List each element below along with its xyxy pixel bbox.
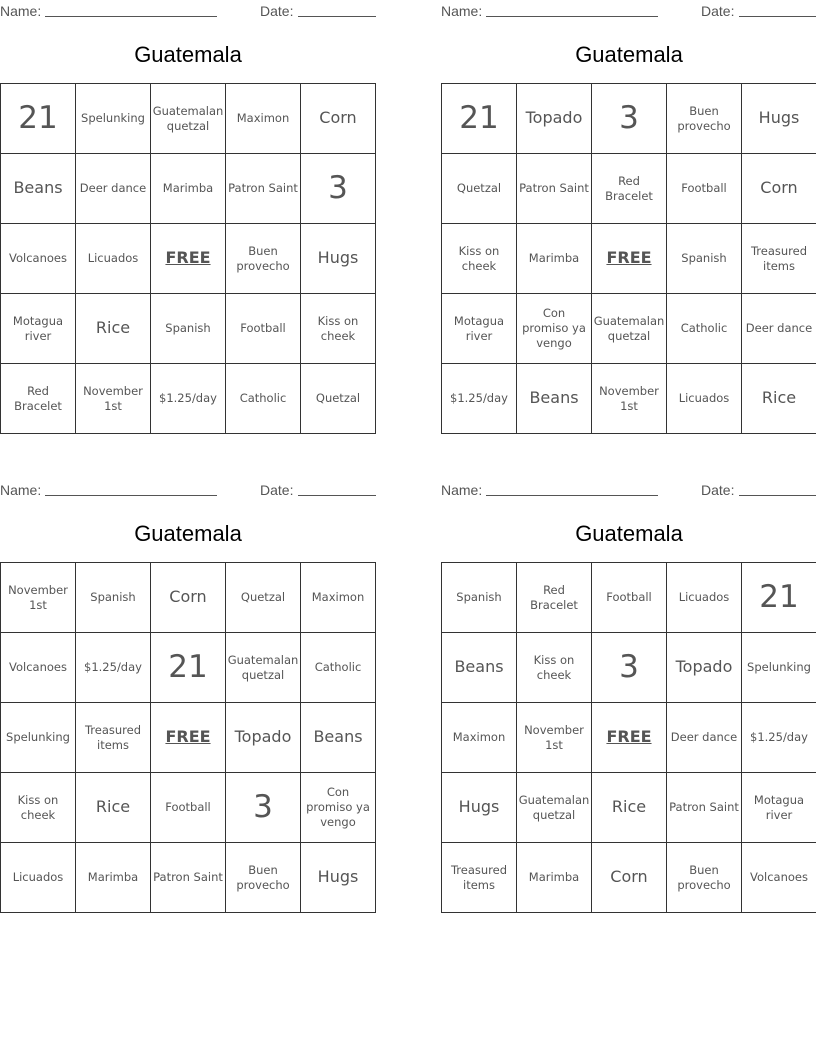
bingo-cell-topado: Topado bbox=[667, 633, 742, 703]
date-label: Date: bbox=[260, 482, 294, 498]
bingo-cell-football: Football bbox=[151, 773, 226, 843]
bingo-cell-3: 3 bbox=[226, 773, 301, 843]
bingo-cell-patron-saint: Patron Saint bbox=[517, 154, 592, 224]
date-line bbox=[298, 16, 376, 17]
bingo-cell-spanish: Spanish bbox=[76, 563, 151, 633]
bingo-grid bbox=[0, 83, 376, 434]
card-title: Guatemala bbox=[134, 521, 242, 546]
bingo-cell-3: 3 bbox=[592, 633, 667, 703]
bingo-cell-hugs: Hugs bbox=[301, 843, 376, 913]
bingo-cell-beans: Beans bbox=[301, 703, 376, 773]
bingo-cell-1-25-day: $1.25/day bbox=[442, 364, 517, 434]
bingo-cell-corn: Corn bbox=[742, 154, 816, 224]
bingo-cell-rice: Rice bbox=[592, 773, 667, 843]
name-line bbox=[486, 495, 658, 496]
bingo-cell-21: 21 bbox=[442, 84, 517, 154]
bingo-cell-beans: Beans bbox=[517, 364, 592, 434]
bingo-cell-topado: Topado bbox=[517, 84, 592, 154]
bingo-cell-catholic: Catholic bbox=[226, 364, 301, 434]
bingo-cell-maximon: Maximon bbox=[226, 84, 301, 154]
bingo-cell-licuados: Licuados bbox=[667, 364, 742, 434]
bingo-cell-con-promiso-ya-vengo: Con promiso ya vengo bbox=[301, 773, 376, 843]
bingo-card bbox=[0, 0, 376, 440]
bingo-cell-treasured-items: Treasured items bbox=[76, 703, 151, 773]
bingo-cell-con-promiso-ya-vengo: Con promiso ya vengo bbox=[517, 294, 592, 364]
name-line bbox=[45, 495, 217, 496]
card-title: Guatemala bbox=[575, 42, 683, 67]
bingo-card bbox=[441, 0, 816, 440]
name-label: Name: bbox=[441, 3, 483, 19]
name-line bbox=[45, 16, 217, 17]
bingo-cell-spelunking: Spelunking bbox=[742, 633, 816, 703]
bingo-cell-kiss-on-cheek: Kiss on cheek bbox=[1, 773, 76, 843]
bingo-cell-quetzal: Quetzal bbox=[442, 154, 517, 224]
bingo-cell-motagua-river: Motagua river bbox=[1, 294, 76, 364]
bingo-cell-beans: Beans bbox=[442, 633, 517, 703]
bingo-cell-licuados: Licuados bbox=[1, 843, 76, 913]
bingo-cell-guatemalan-quetzal: Guatemalan quetzal bbox=[592, 294, 667, 364]
bingo-cell-november-1st: November 1st bbox=[76, 364, 151, 434]
bingo-cell-treasured-items: Treasured items bbox=[742, 224, 816, 294]
date-label: Date: bbox=[701, 482, 735, 498]
bingo-cell-catholic: Catholic bbox=[301, 633, 376, 703]
bingo-cell-21: 21 bbox=[742, 563, 816, 633]
bingo-cell-spanish: Spanish bbox=[442, 563, 517, 633]
name-line bbox=[486, 16, 658, 17]
bingo-cell-patron-saint: Patron Saint bbox=[667, 773, 742, 843]
free-space: FREE bbox=[151, 224, 226, 294]
bingo-cell-quetzal: Quetzal bbox=[301, 364, 376, 434]
bingo-cell-red-bracelet: Red Bracelet bbox=[1, 364, 76, 434]
bingo-cell-topado: Topado bbox=[226, 703, 301, 773]
bingo-cell-patron-saint: Patron Saint bbox=[151, 843, 226, 913]
bingo-cell-volcanoes: Volcanoes bbox=[1, 224, 76, 294]
bingo-cell-red-bracelet: Red Bracelet bbox=[592, 154, 667, 224]
bingo-cell-licuados: Licuados bbox=[667, 563, 742, 633]
name-label: Name: bbox=[0, 482, 42, 498]
bingo-cell-catholic: Catholic bbox=[667, 294, 742, 364]
bingo-cell-buen-provecho: Buen provecho bbox=[667, 843, 742, 913]
bingo-cell-hugs: Hugs bbox=[301, 224, 376, 294]
bingo-cell-kiss-on-cheek: Kiss on cheek bbox=[301, 294, 376, 364]
bingo-cell-football: Football bbox=[667, 154, 742, 224]
free-space: FREE bbox=[592, 224, 667, 294]
bingo-grid bbox=[0, 562, 376, 913]
bingo-cell-motagua-river: Motagua river bbox=[442, 294, 517, 364]
name-label: Name: bbox=[0, 3, 42, 19]
bingo-cell-1-25-day: $1.25/day bbox=[742, 703, 816, 773]
bingo-cell-guatemalan-quetzal: Guatemalan quetzal bbox=[226, 633, 301, 703]
date-line bbox=[739, 495, 816, 496]
bingo-cell-buen-provecho: Buen provecho bbox=[226, 224, 301, 294]
bingo-cell-spanish: Spanish bbox=[667, 224, 742, 294]
bingo-cell-volcanoes: Volcanoes bbox=[1, 633, 76, 703]
card-title: Guatemala bbox=[134, 42, 242, 67]
bingo-cell-november-1st: November 1st bbox=[517, 703, 592, 773]
name-label: Name: bbox=[441, 482, 483, 498]
bingo-cell-buen-provecho: Buen provecho bbox=[226, 843, 301, 913]
bingo-cell-hugs: Hugs bbox=[442, 773, 517, 843]
date-label: Date: bbox=[260, 3, 294, 19]
bingo-cell-red-bracelet: Red Bracelet bbox=[517, 563, 592, 633]
bingo-cell-quetzal: Quetzal bbox=[226, 563, 301, 633]
bingo-cell-licuados: Licuados bbox=[76, 224, 151, 294]
date-label: Date: bbox=[701, 3, 735, 19]
bingo-cell-football: Football bbox=[592, 563, 667, 633]
bingo-grid bbox=[441, 83, 816, 434]
free-space: FREE bbox=[592, 703, 667, 773]
bingo-cell-rice: Rice bbox=[742, 364, 816, 434]
bingo-cell-corn: Corn bbox=[301, 84, 376, 154]
bingo-cell-football: Football bbox=[226, 294, 301, 364]
bingo-cell-3: 3 bbox=[592, 84, 667, 154]
bingo-cell-spelunking: Spelunking bbox=[1, 703, 76, 773]
date-line bbox=[298, 495, 376, 496]
bingo-cell-deer-dance: Deer dance bbox=[76, 154, 151, 224]
bingo-cell-hugs: Hugs bbox=[742, 84, 816, 154]
bingo-cell-deer-dance: Deer dance bbox=[667, 703, 742, 773]
bingo-cell-deer-dance: Deer dance bbox=[742, 294, 816, 364]
bingo-card bbox=[0, 479, 376, 919]
bingo-cell-maximon: Maximon bbox=[442, 703, 517, 773]
bingo-cell-corn: Corn bbox=[592, 843, 667, 913]
bingo-cell-november-1st: November 1st bbox=[1, 563, 76, 633]
bingo-cell-marimba: Marimba bbox=[517, 843, 592, 913]
bingo-cell-21: 21 bbox=[151, 633, 226, 703]
bingo-cell-spelunking: Spelunking bbox=[76, 84, 151, 154]
bingo-cell-marimba: Marimba bbox=[517, 224, 592, 294]
bingo-cell-rice: Rice bbox=[76, 773, 151, 843]
bingo-cell-marimba: Marimba bbox=[76, 843, 151, 913]
card-title: Guatemala bbox=[575, 521, 683, 546]
bingo-card bbox=[441, 479, 816, 919]
bingo-cell-guatemalan-quetzal: Guatemalan quetzal bbox=[517, 773, 592, 843]
bingo-cell-buen-provecho: Buen provecho bbox=[667, 84, 742, 154]
bingo-cell-21: 21 bbox=[1, 84, 76, 154]
bingo-grid bbox=[441, 562, 816, 913]
bingo-cell-1-25-day: $1.25/day bbox=[151, 364, 226, 434]
bingo-cell-volcanoes: Volcanoes bbox=[742, 843, 816, 913]
bingo-cell-corn: Corn bbox=[151, 563, 226, 633]
bingo-cell-3: 3 bbox=[301, 154, 376, 224]
free-space: FREE bbox=[151, 703, 226, 773]
bingo-cell-beans: Beans bbox=[1, 154, 76, 224]
bingo-cell-marimba: Marimba bbox=[151, 154, 226, 224]
bingo-cell-treasured-items: Treasured items bbox=[442, 843, 517, 913]
bingo-cell-motagua-river: Motagua river bbox=[742, 773, 816, 843]
bingo-cell-spanish: Spanish bbox=[151, 294, 226, 364]
bingo-cell-rice: Rice bbox=[76, 294, 151, 364]
bingo-cell-patron-saint: Patron Saint bbox=[226, 154, 301, 224]
bingo-cell-guatemalan-quetzal: Guatemalan quetzal bbox=[151, 84, 226, 154]
bingo-cell-kiss-on-cheek: Kiss on cheek bbox=[517, 633, 592, 703]
date-line bbox=[739, 16, 816, 17]
bingo-cell-november-1st: November 1st bbox=[592, 364, 667, 434]
bingo-cell-maximon: Maximon bbox=[301, 563, 376, 633]
bingo-cell-kiss-on-cheek: Kiss on cheek bbox=[442, 224, 517, 294]
bingo-cell-1-25-day: $1.25/day bbox=[76, 633, 151, 703]
